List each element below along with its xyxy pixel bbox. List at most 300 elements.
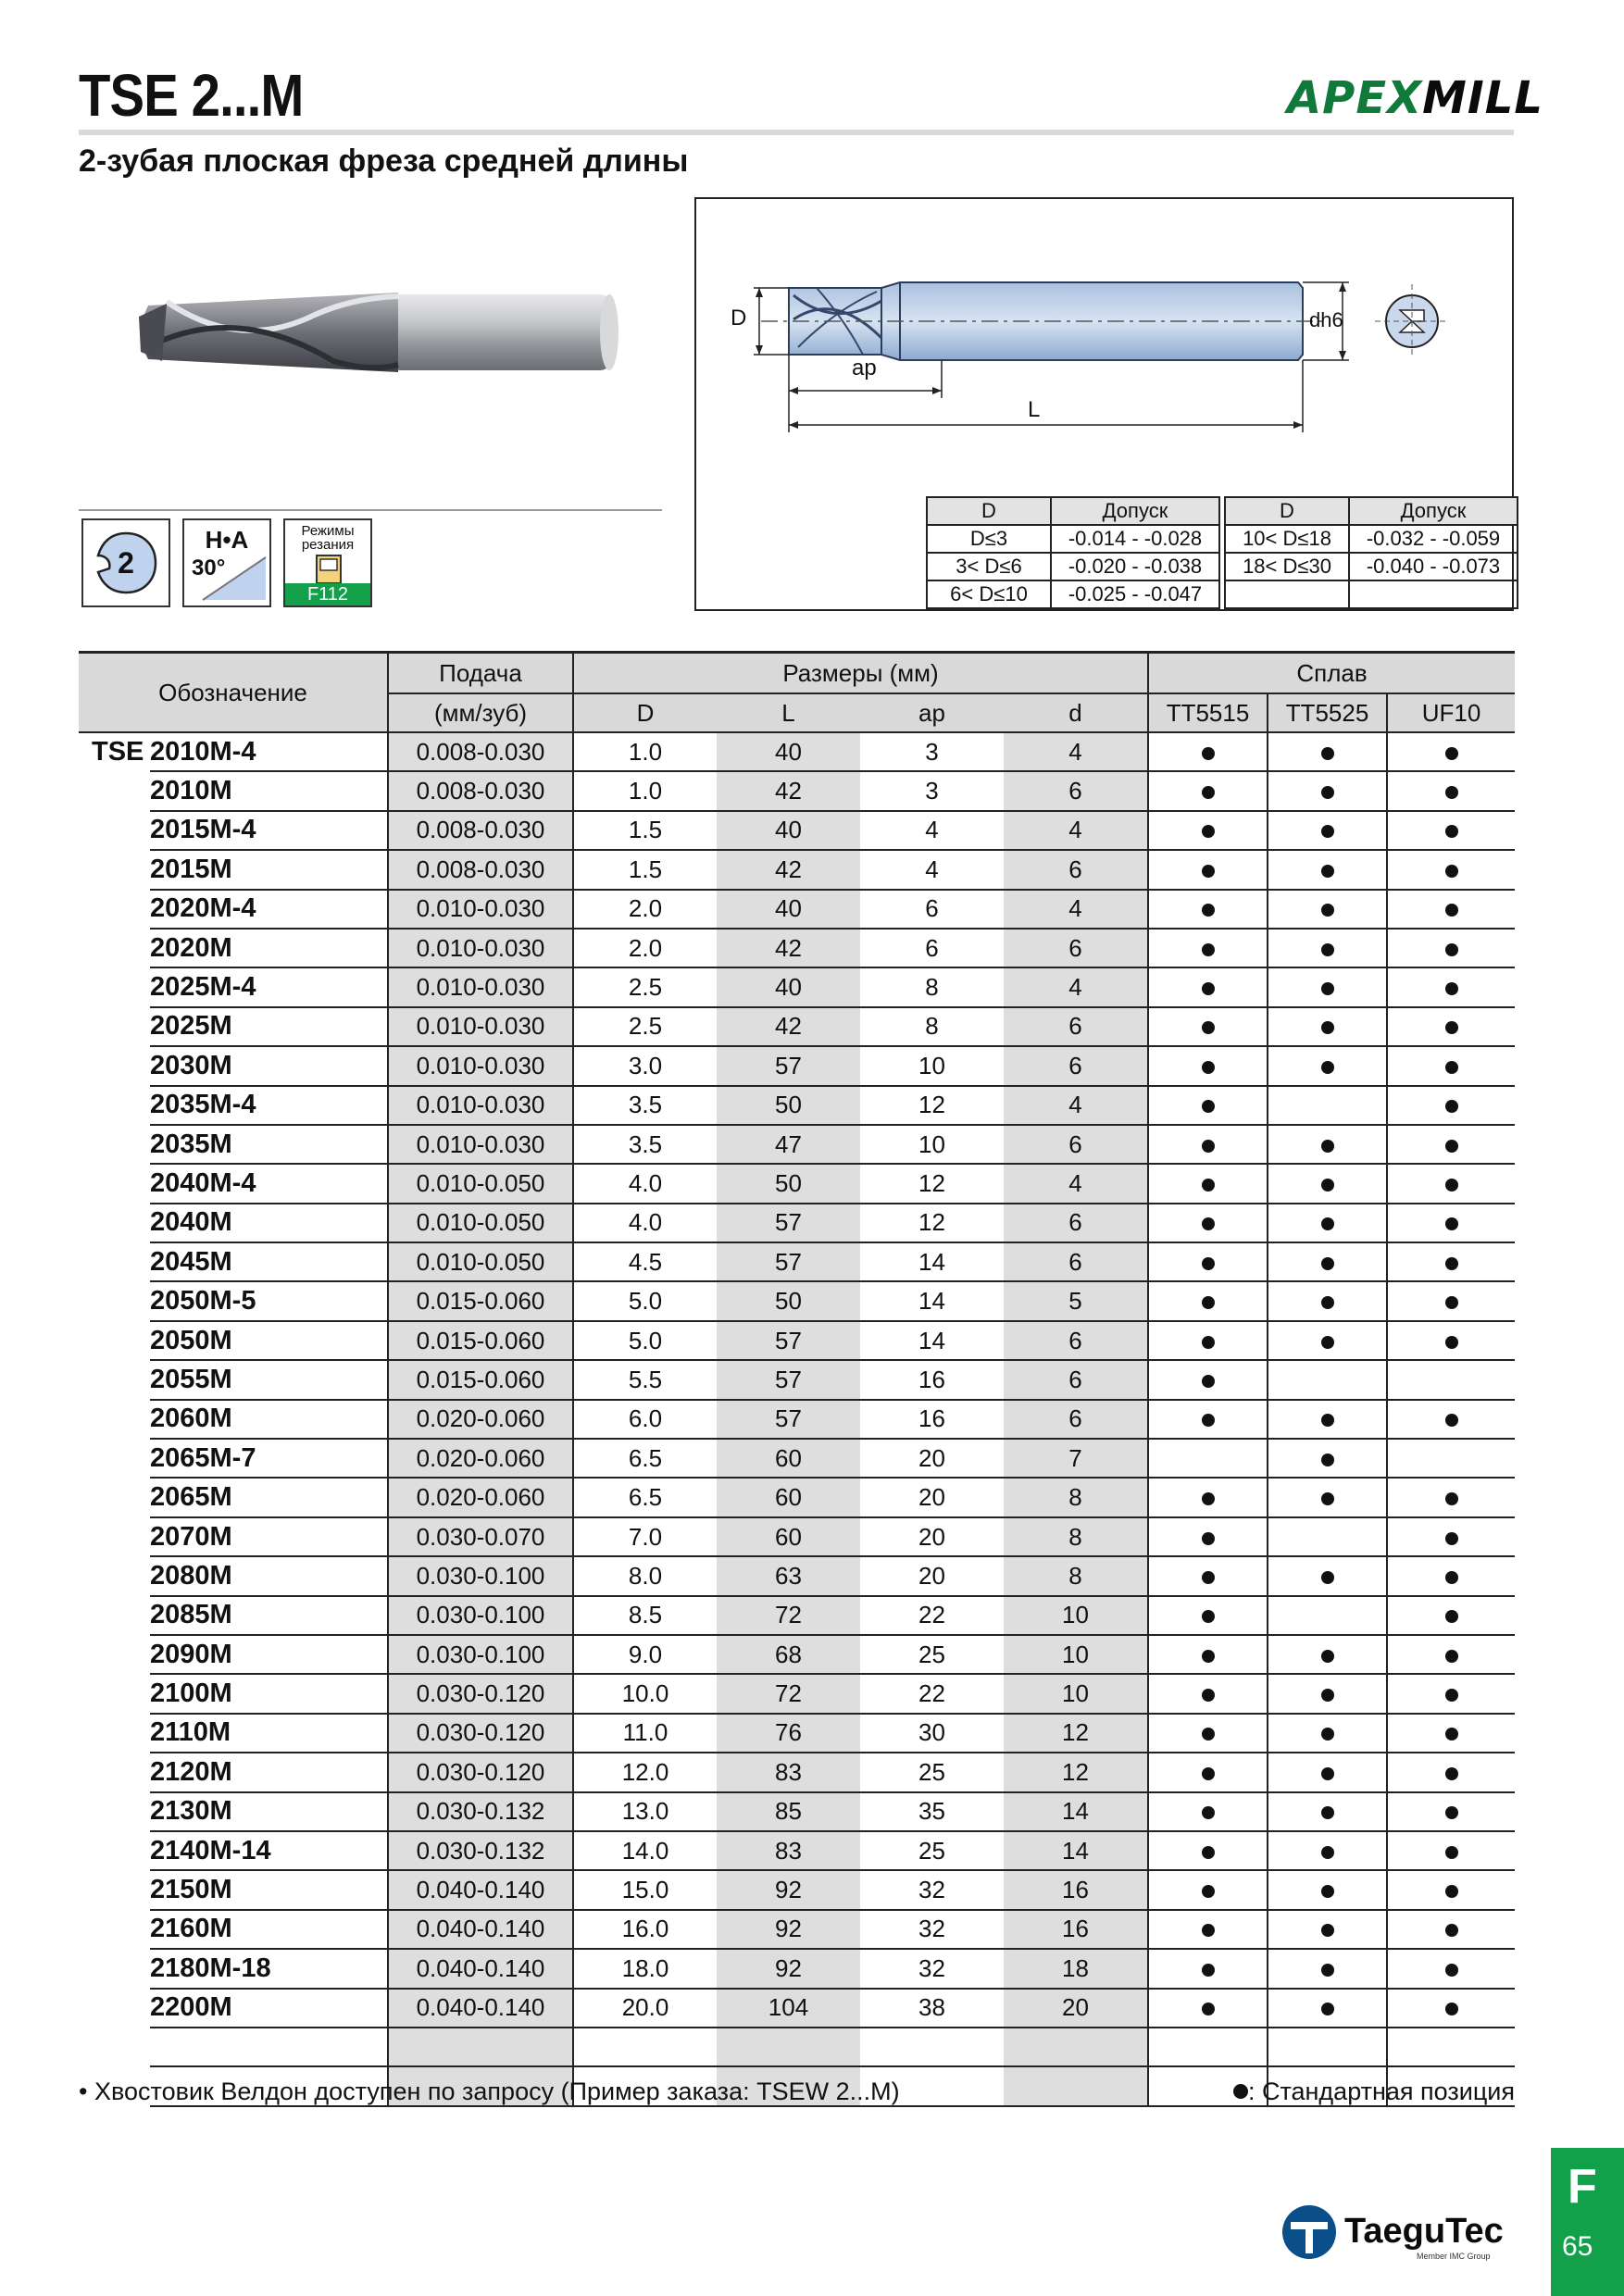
page-subtitle: 2-зубая плоская фреза средней длины	[79, 144, 689, 179]
standard-dot-icon	[1445, 1689, 1458, 1702]
standard-dot-icon	[1202, 1021, 1215, 1034]
cell-d: 8	[1004, 1556, 1148, 1595]
cell-d: 6.5	[573, 1478, 717, 1516]
table-row	[79, 1360, 1515, 1399]
cell-d: 4	[1004, 1164, 1148, 1203]
grade-cell	[1387, 890, 1515, 929]
table-row	[79, 1007, 1515, 1046]
table-row	[79, 1204, 1515, 1242]
code-prefix	[79, 1281, 150, 1320]
cell-l: 92	[717, 1870, 860, 1909]
designation: 2100M	[150, 1674, 388, 1713]
table-row	[79, 771, 1515, 810]
standard-dot-icon	[1202, 1375, 1215, 1388]
standard-dot-icon	[1202, 1179, 1215, 1192]
cell-feed: 0.010-0.030	[388, 890, 573, 929]
standard-dot-icon	[1321, 2003, 1334, 2015]
cell-ap: 20	[860, 1556, 1004, 1595]
standard-dot-icon	[1445, 786, 1458, 799]
cell-d: 14	[1004, 1831, 1148, 1870]
designation: 2020M-4	[150, 890, 388, 929]
cell-ap: 25	[860, 1635, 1004, 1674]
grade-cell	[1387, 1870, 1515, 1909]
cell-d: 10	[1004, 1635, 1148, 1674]
cell-feed: 0.040-0.140	[388, 1870, 573, 1909]
standard-dot-icon	[1445, 943, 1458, 956]
cell-l: 40	[717, 967, 860, 1006]
standard-dot-icon	[1321, 1454, 1334, 1466]
legend-text: : Стандартная позиция	[1247, 2078, 1515, 2105]
cell-feed: 0.020-0.060	[388, 1478, 573, 1516]
cell-l: 63	[717, 1556, 860, 1595]
table-row	[79, 1046, 1515, 1085]
tol-header-d: D	[1225, 497, 1349, 525]
grade-cell	[1148, 1046, 1268, 1085]
code-prefix	[79, 1046, 150, 1085]
standard-dot-icon	[1202, 786, 1215, 799]
designation: 2045M	[150, 1242, 388, 1281]
helix-angle-icon	[182, 518, 271, 607]
table-row	[79, 1281, 1515, 1320]
grade-cell	[1268, 1517, 1387, 1556]
tolerance-table-right	[1224, 496, 1518, 609]
page-number: 65	[1562, 2231, 1593, 2262]
designation: 2120M	[150, 1753, 388, 1791]
cell-d: 6	[1004, 1360, 1148, 1399]
grade-cell	[1148, 1910, 1268, 1949]
standard-dot-icon	[1321, 825, 1334, 838]
standard-dot-icon	[1321, 1179, 1334, 1192]
grade-cell	[1268, 1831, 1387, 1870]
grade-cell	[1387, 1596, 1515, 1635]
cell-d: 3.0	[573, 1046, 717, 1085]
label-dh6: dh6	[1309, 308, 1343, 331]
grade-cell	[1387, 1635, 1515, 1674]
grade-cell	[1148, 890, 1268, 929]
code-prefix	[79, 1086, 150, 1125]
cell-feed: 0.015-0.060	[388, 1360, 573, 1399]
tol-value: -0.014 - -0.028	[1051, 525, 1219, 553]
cell-feed: 0.030-0.132	[388, 1792, 573, 1831]
grade-cell	[1148, 1792, 1268, 1831]
table-row	[79, 1792, 1515, 1831]
grade-cell	[1148, 1596, 1268, 1635]
grade-cell	[1387, 1831, 1515, 1870]
standard-dot-icon	[1321, 1964, 1334, 1977]
standard-dot-icon	[1445, 1924, 1458, 1937]
grade-cell	[1148, 1831, 1268, 1870]
cell-l: 76	[717, 1714, 860, 1753]
cell-d: 1.5	[573, 850, 717, 889]
code-prefix	[79, 1870, 150, 1909]
cell-feed: 0.008-0.030	[388, 771, 573, 810]
designation: 2040M	[150, 1204, 388, 1242]
grade-cell	[1148, 1714, 1268, 1753]
table-row	[79, 1753, 1515, 1791]
table-row	[79, 929, 1515, 967]
standard-dot-icon	[1445, 1021, 1458, 1034]
table-row	[79, 1164, 1515, 1203]
designation: 2015M-4	[150, 811, 388, 850]
grade-cell	[1387, 1517, 1515, 1556]
standard-dot-icon	[1202, 1689, 1215, 1702]
designation: 2140M-14	[150, 1831, 388, 1870]
header-ap: ap	[860, 693, 1004, 732]
standard-dot-icon	[1202, 1492, 1215, 1505]
table-row	[79, 1674, 1515, 1713]
standard-dot-icon	[1202, 1532, 1215, 1545]
code-prefix	[79, 1792, 150, 1831]
grade-cell	[1387, 1007, 1515, 1046]
grade-cell	[1148, 929, 1268, 967]
standard-dot-icon	[1445, 1532, 1458, 1545]
grade-cell	[1268, 811, 1387, 850]
designation: 2200M	[150, 1989, 388, 2028]
cell-ap: 12	[860, 1204, 1004, 1242]
standard-dot-icon	[1321, 865, 1334, 878]
tol-range: 3< D≤6	[927, 553, 1051, 580]
designation: 2180M-18	[150, 1949, 388, 1988]
standard-dot-icon	[1321, 786, 1334, 799]
grade-cell	[1148, 1281, 1268, 1320]
standard-dot-icon	[1321, 1728, 1334, 1741]
cell-d: 5.0	[573, 1321, 717, 1360]
grade-cell	[1268, 929, 1387, 967]
standard-dot-icon	[1445, 1571, 1458, 1584]
grade-cell	[1268, 1086, 1387, 1125]
grade-cell	[1387, 2028, 1515, 2066]
endmill-photo	[130, 268, 630, 398]
standard-dot-icon	[1445, 1650, 1458, 1663]
apexmill-logo	[1287, 72, 1543, 124]
table-row	[79, 1086, 1515, 1125]
standard-dot-icon	[1445, 1728, 1458, 1741]
cell-ap: 12	[860, 1164, 1004, 1203]
header-D: D	[573, 693, 717, 732]
grade-cell	[1387, 1086, 1515, 1125]
cell-l: 60	[717, 1439, 860, 1478]
table-row	[79, 732, 1515, 771]
cell-d: 6	[1004, 1321, 1148, 1360]
header-alloy: Сплав	[1148, 653, 1515, 694]
code-prefix	[79, 1204, 150, 1242]
tol-value: -0.032 - -0.059	[1349, 525, 1518, 553]
cell-feed: 0.015-0.060	[388, 1321, 573, 1360]
grade-cell	[1387, 771, 1515, 810]
grade-cell	[1268, 967, 1387, 1006]
code-prefix: TSE	[92, 737, 144, 767]
grade-cell	[1268, 1046, 1387, 1085]
grade-cell	[1268, 1910, 1387, 1949]
grade-cell	[1387, 732, 1515, 771]
cell-l: 60	[717, 1517, 860, 1556]
cell-feed: 0.030-0.070	[388, 1517, 573, 1556]
standard-dot-icon	[1202, 1571, 1215, 1584]
standard-dot-icon	[1445, 1061, 1458, 1074]
code-prefix	[79, 1910, 150, 1949]
logo-prefix: APEX	[1287, 72, 1423, 124]
code-prefix	[79, 1242, 150, 1281]
grade-cell	[1387, 1439, 1515, 1478]
header-dimensions: Размеры (мм)	[573, 653, 1148, 694]
tol-header-tol: Допуск	[1349, 497, 1518, 525]
cell-d: 8	[1004, 1478, 1148, 1516]
standard-dot-icon	[1321, 1650, 1334, 1663]
grade-cell	[1387, 850, 1515, 889]
cell-feed: 0.020-0.060	[388, 1400, 573, 1439]
grade-cell	[1148, 1635, 1268, 1674]
designation: 2030M	[150, 1046, 388, 1085]
cell-l	[717, 2028, 860, 2066]
grade-cell	[1148, 967, 1268, 1006]
standard-dot-icon	[1202, 1296, 1215, 1309]
grade-cell	[1387, 1360, 1515, 1399]
standard-dot-icon	[1202, 1140, 1215, 1153]
grade-cell	[1268, 732, 1387, 771]
cell-feed: 0.030-0.132	[388, 1831, 573, 1870]
cell-d: 2.5	[573, 1007, 717, 1046]
cell-d: 14	[1004, 1792, 1148, 1831]
standard-dot-icon	[1202, 1964, 1215, 1977]
standard-dot-icon	[1321, 1257, 1334, 1270]
grade-cell	[1268, 1007, 1387, 1046]
designation: 2065M	[150, 1478, 388, 1516]
legend	[1233, 2078, 1515, 2106]
standard-dot-icon	[1202, 1846, 1215, 1859]
cell-d: 11.0	[573, 1714, 717, 1753]
cell-l: 85	[717, 1792, 860, 1831]
header-feed: Подача	[388, 653, 573, 694]
grade-cell	[1268, 890, 1387, 929]
grade-cell	[1268, 1281, 1387, 1320]
standard-dot-icon	[1445, 1414, 1458, 1427]
code-prefix	[79, 1439, 150, 1478]
grade-cell	[1387, 1478, 1515, 1516]
designation: 2060M	[150, 1400, 388, 1439]
cell-l: 60	[717, 1478, 860, 1516]
cell-d: 2.0	[573, 929, 717, 967]
grade-cell	[1148, 1753, 1268, 1791]
grade-cell	[1268, 1125, 1387, 1164]
cell-d	[1004, 2066, 1148, 2105]
cell-d: 4	[1004, 967, 1148, 1006]
code-prefix	[79, 2028, 150, 2066]
cell-l: 57	[717, 1242, 860, 1281]
table-row	[79, 1321, 1515, 1360]
cell-d: 6	[1004, 1007, 1148, 1046]
standard-dot-icon	[1445, 1767, 1458, 1780]
cell-d: 5.5	[573, 1360, 717, 1399]
cell-d: 4	[1004, 890, 1148, 929]
cell-d: 13.0	[573, 1792, 717, 1831]
cell-feed	[388, 2028, 573, 2066]
cell-d	[1004, 2028, 1148, 2066]
grade-cell	[1148, 732, 1268, 771]
cell-d: 16	[1004, 1870, 1148, 1909]
cell-feed: 0.030-0.100	[388, 1556, 573, 1595]
code-prefix	[79, 771, 150, 810]
standard-dot-icon	[1321, 943, 1334, 956]
cell-ap: 4	[860, 811, 1004, 850]
table-row	[79, 850, 1515, 889]
standard-dot-icon	[1321, 1924, 1334, 1937]
code-prefix	[79, 1321, 150, 1360]
code-prefix	[79, 1714, 150, 1753]
cell-ap: 14	[860, 1281, 1004, 1320]
cutting-label: Режимы резания	[301, 523, 355, 553]
cell-feed: 0.020-0.060	[388, 1439, 573, 1478]
company-name: TaeguTec	[1344, 2212, 1504, 2251]
standard-dot-icon	[1321, 1846, 1334, 1859]
standard-dot-icon	[1321, 1689, 1334, 1702]
grade-cell	[1387, 1204, 1515, 1242]
grade-cell	[1148, 1164, 1268, 1203]
standard-dot-icon	[1202, 1414, 1215, 1427]
grade-cell	[1387, 1125, 1515, 1164]
designation: 2050M-5	[150, 1281, 388, 1320]
standard-dot-icon	[1321, 1061, 1334, 1074]
cell-ap: 35	[860, 1792, 1004, 1831]
cell-l: 57	[717, 1046, 860, 1085]
standard-dot-icon	[1321, 1806, 1334, 1819]
spec-table	[79, 651, 1515, 2107]
cell-ap: 3	[860, 771, 1004, 810]
cell-feed: 0.010-0.050	[388, 1242, 573, 1281]
cell-feed: 0.030-0.120	[388, 1674, 573, 1713]
section-letter: F	[1568, 2160, 1597, 2214]
standard-dot-icon	[1321, 1571, 1334, 1584]
cell-d: 1.0	[573, 771, 717, 810]
code-prefix	[79, 1674, 150, 1713]
grade-cell	[1387, 1164, 1515, 1203]
grade-cell	[1387, 1556, 1515, 1595]
cell-d: 6.5	[573, 1439, 717, 1478]
designation: 2025M-4	[150, 967, 388, 1006]
code-prefix	[79, 1478, 150, 1516]
code-prefix	[79, 1753, 150, 1791]
tol-range: 10< D≤18	[1225, 525, 1349, 553]
grade-cell	[1387, 1989, 1515, 2028]
standard-dot-icon	[1445, 1964, 1458, 1977]
title-rule	[79, 130, 1514, 135]
grade-cell	[1148, 1400, 1268, 1439]
code-prefix	[79, 1989, 150, 2028]
grade-cell	[1268, 1753, 1387, 1791]
standard-dot-icon	[1321, 1217, 1334, 1230]
cell-d: 16	[1004, 1910, 1148, 1949]
header-grade-tt5515: TT5515	[1148, 693, 1268, 732]
cell-d: 5.0	[573, 1281, 717, 1320]
grade-cell	[1268, 1164, 1387, 1203]
cell-feed: 0.010-0.030	[388, 967, 573, 1006]
cell-feed: 0.008-0.030	[388, 850, 573, 889]
cell-l: 50	[717, 1281, 860, 1320]
cell-ap: 20	[860, 1517, 1004, 1556]
header-grade-uf10: UF10	[1387, 693, 1515, 732]
grade-cell	[1148, 811, 1268, 850]
grade-cell	[1387, 811, 1515, 850]
cell-feed: 0.030-0.120	[388, 1753, 573, 1791]
grade-cell	[1268, 1674, 1387, 1713]
cell-feed: 0.010-0.030	[388, 1046, 573, 1085]
cell-ap: 25	[860, 1753, 1004, 1791]
standard-dot-icon	[1202, 825, 1215, 838]
code-prefix	[79, 1360, 150, 1399]
cell-ap: 12	[860, 1086, 1004, 1125]
cell-d: 3.5	[573, 1086, 717, 1125]
tol-range	[1225, 580, 1349, 608]
grade-cell	[1268, 1556, 1387, 1595]
header-d: d	[1004, 693, 1148, 732]
standard-dot-icon	[1202, 982, 1215, 995]
cell-d: 4	[1004, 732, 1148, 771]
code-prefix	[79, 1164, 150, 1203]
cell-ap	[860, 2028, 1004, 2066]
standard-dot-icon	[1233, 2084, 1248, 2099]
cell-feed: 0.030-0.100	[388, 1596, 573, 1635]
designation: 2040M-4	[150, 1164, 388, 1203]
standard-dot-icon	[1445, 1492, 1458, 1505]
grade-cell	[1148, 1517, 1268, 1556]
grade-cell	[1387, 1792, 1515, 1831]
cell-ap: 6	[860, 929, 1004, 967]
designation: 2015M	[150, 850, 388, 889]
standard-dot-icon	[1202, 2003, 1215, 2015]
standard-dot-icon	[1445, 982, 1458, 995]
cell-d: 1.0	[573, 732, 717, 771]
weldon-note: • Хвостовик Велдон доступен по запросу (Пример заказа: TSEW 2...M)	[79, 2078, 900, 2105]
cell-d: 4	[1004, 811, 1148, 850]
cell-ap: 14	[860, 1321, 1004, 1360]
cell-d: 6	[1004, 1204, 1148, 1242]
standard-dot-icon	[1202, 1257, 1215, 1270]
grade-cell	[1387, 967, 1515, 1006]
table-row	[79, 1517, 1515, 1556]
flutes-icon	[81, 518, 170, 607]
tol-value: -0.040 - -0.073	[1349, 553, 1518, 580]
table-row	[79, 1596, 1515, 1635]
cell-feed: 0.010-0.030	[388, 1086, 573, 1125]
standard-dot-icon	[1445, 1296, 1458, 1309]
cell-l: 104	[717, 1989, 860, 2028]
grade-cell	[1268, 1792, 1387, 1831]
cell-d: 12	[1004, 1714, 1148, 1753]
cell-d: 15.0	[573, 1870, 717, 1909]
cell-ap: 8	[860, 1007, 1004, 1046]
code-prefix	[79, 1517, 150, 1556]
cell-feed: 0.010-0.050	[388, 1164, 573, 1203]
cell-ap: 4	[860, 850, 1004, 889]
cell-ap: 32	[860, 1910, 1004, 1949]
cell-d: 18.0	[573, 1949, 717, 1988]
standard-dot-icon	[1445, 1140, 1458, 1153]
standard-dot-icon	[1445, 1217, 1458, 1230]
designation: 2110M	[150, 1714, 388, 1753]
cell-ap: 8	[860, 967, 1004, 1006]
cell-d: 7	[1004, 1439, 1148, 1478]
tol-header-d: D	[927, 497, 1051, 525]
code-prefix	[79, 890, 150, 929]
grade-cell	[1148, 1989, 1268, 2028]
grade-cell	[1148, 771, 1268, 810]
standard-dot-icon	[1321, 1492, 1334, 1505]
cell-d: 4.0	[573, 1164, 717, 1203]
designation: 2160M	[150, 1910, 388, 1949]
cell-d: 4.0	[573, 1204, 717, 1242]
table-row	[79, 1870, 1515, 1909]
grade-cell	[1148, 1870, 1268, 1909]
standard-dot-icon	[1445, 1100, 1458, 1113]
